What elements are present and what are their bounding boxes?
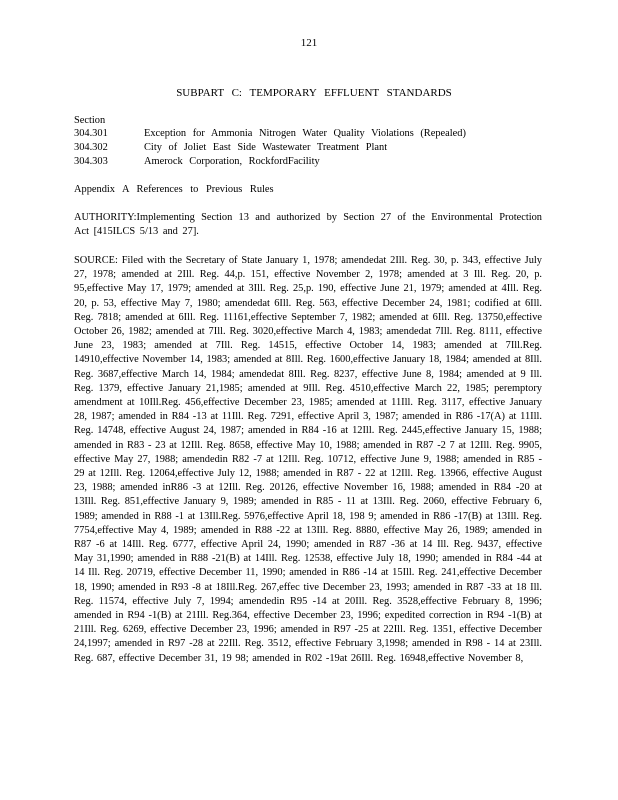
- section-heading: Section: [74, 115, 106, 126]
- source-text: SOURCE: Filed with the Secretary of State January 1, 1978; amendedat 2Ill. Reg. 30, p. 343, effective July 27, 1978; amended at 2Ill. Reg. 44,p. 151, effective November 2, 1978; amended at 3 Ill. Reg. 20, p. 95,effective May 17, 1979; amended at 3Ill. Reg. 25,p. 190, effective June 21, 1979; amended at 4Ill. Reg. 20, p. 53, effective May 7, 1980; amendedat 6Ill. Reg. 563, effective December 24, 1981; codified at 6Ill. Reg. 7818; amended at 6Ill. Reg. 11161,effective September 7, 1982; amended at 6Ill. Reg. 13750,effective October 26, 1982; amended at 7Ill. Reg. 3020,effective March 4, 1983; amendedat 7Ill. Reg. 8111, effective June 23, 1983; amended at 7Ill. Reg. 14515, effective October 14, 1983; amended at 7Ill.Reg. 14910,effective November 14, 1983; amended at 8Ill. Reg. 1600,effective January 18, 1984; amended at 8Ill. Reg. 3687,effective March 14, 1984; amendedat 8Ill. Reg. 8237, effective June 8, 1984; amended at 9 Ill. Reg. 1379, effective January 21,1985; amended at 9Ill. Reg. 4510,effective March 22, 1985; peremptory amendment at 10Ill.Reg. 456,effective December 23, 1985; amended at 11Ill. Reg. 3117, effective January 28, 1987; amended in R84 -13 at 11Ill. Reg. 7291, effective April 3, 1987; amended in R86 -17(A) at 11Ill. Reg. 14748, effective August 24, 1987; amended in R84 -16 at 12Ill. Reg. 2445,effective January 15, 1988; amended in R83 - 23 at 12Ill. Reg. 8658, effective May 10, 1988; amended in R87 -2 7 at 12Ill. Reg. 9905, effective May 27, 1988; amendedin R82 -7 at 12Ill. Reg. 10712, effective June 9, 1988; amended in R85 - 29 at 12Ill. Reg. 12064,effective July 12, 1988; amended in R87 - 22 at 12Ill. Reg. 13966, effective August 23, 1988; amended inR86 -3 at 12Ill. Reg. 20126, effective November 16, 1988; amended in R84 -20 at 13Ill. Reg. 851,effective January 9, 1989; amended in R85 - 11 at 13Ill. Reg. 2060, effective February 6, 1989; amended in R88 -1 at 13Ill.Reg. 5976,effective April 18, 198 9; amended in R86 -17(B) at 13Ill. Reg. 7754,effective May 4, 1989; amended in R88 -22 at 13Ill. Reg. 8880, effective May 26, 1989; amended in R87 -6 at 14Ill. Reg. 6777, effective April 24, 1990; amended in R87 -36 at 14 Ill. Reg. 9437, effective May 31,1990; amended in R88 -21(B) at 14Ill. Reg. 12538, effective July 18, 1990; amended in R84 -44 at 14 Ill. Reg. 20719, effective December 11, 1990; amended in R86 -14 at 15Ill. Reg. 241,effective December 18, 1990; amended in R93 -8 at 18Ill.Reg. 267,effec tive December 23, 1993; amended in R87 -33 at 18 Ill. Reg. 11574, effective July 7, 1994; amendedin R95 -14 at 20Ill. Reg. 3528,effective February 8, 1996; amended in R94 -1(B) at 21Ill. Reg.364, effective December 23, 1996; expedited correction in R94 -1(B) at 21Ill. Reg. 6269, effective December 23, 1996; amended in R97 -25 at 22Ill. Reg. 1351, effective December 24,1997; amended in R97 -28 at 22Ill. Reg. 3512, effective February 3,1998; amended in R98 - 14 at 23Ill. Reg. 687, effective December 31, 19 98; amended in R02 -19at 26Ill. Reg. 16948,effective November 8,: [74, 255, 542, 664]
- subpart-title: SUBPART C: TEMPORARY EFFLUENT STANDARDS: [176, 87, 452, 99]
- appendix-entry: Appendix A References to Previous Rules: [74, 184, 274, 195]
- authority-paragraph: AUTHORITY:Implementing Section 13 and authorized by Section 27 of the Environmental Protection Act [415ILCS 5/13 and 27].: [74, 212, 542, 238]
- section-row: [74, 127, 544, 141]
- page-number: 121: [300, 37, 318, 49]
- section-title: Amerock Corporation, RockfordFacility: [144, 156, 320, 167]
- section-title: City of Joliet East Side Wastewater Treatment Plant: [144, 142, 388, 153]
- section-list: [74, 127, 544, 169]
- section-row: [74, 141, 544, 155]
- section-number: 304.301: [74, 128, 108, 139]
- section-number: 304.303: [74, 156, 108, 167]
- section-row: [74, 155, 544, 169]
- section-title: Exception for Ammonia Nitrogen Water Quality Violations (Repealed): [144, 128, 466, 139]
- section-number: 304.302: [74, 142, 108, 153]
- source-paragraph: [74, 254, 542, 666]
